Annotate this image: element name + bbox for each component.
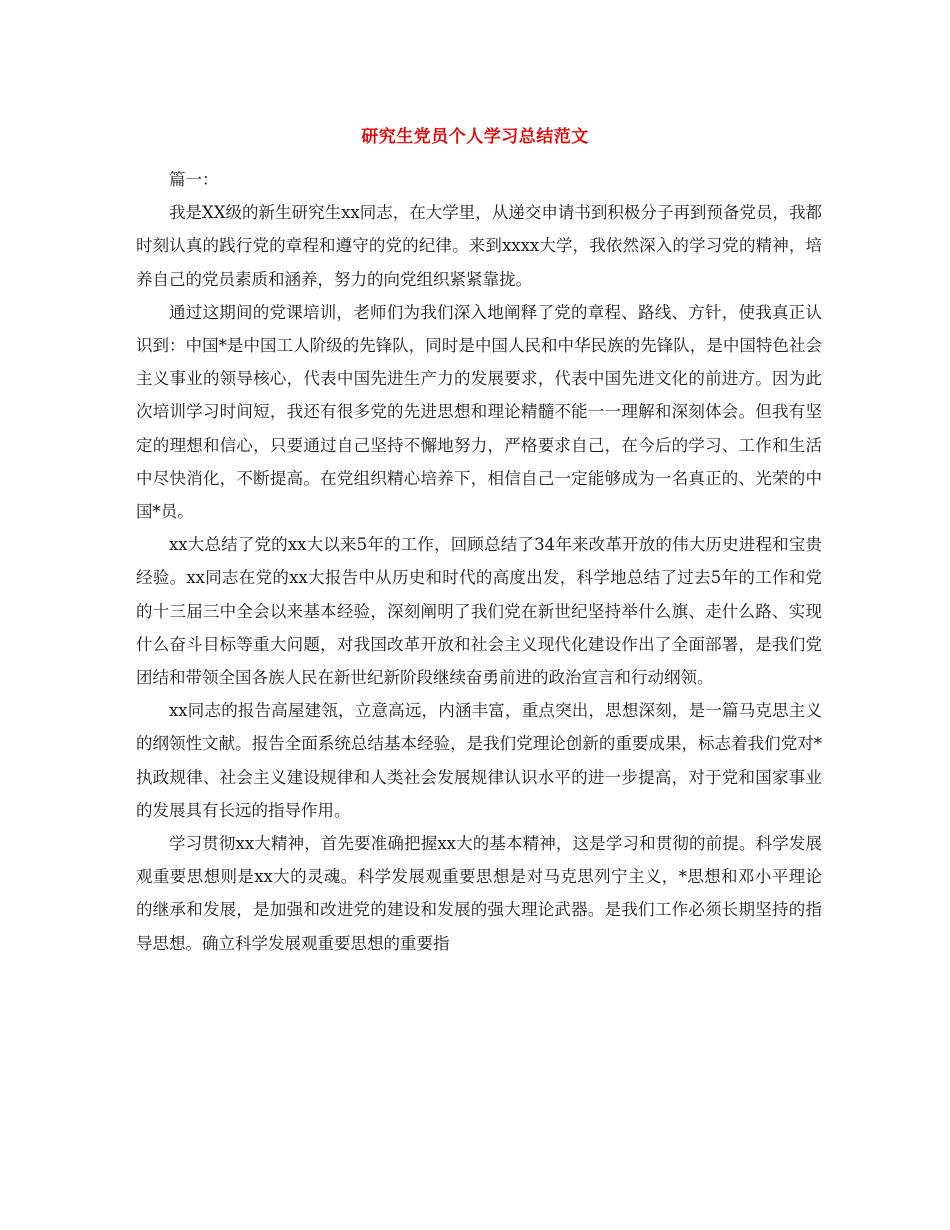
paragraph-heading: 篇一：	[169, 170, 219, 189]
document-body	[136, 163, 822, 960]
paragraph: xx同志的报告高屋建瓴，立意高远，内涵丰富，重点突出，思想深刻，是一篇马克思主义的纲领性文献。报告全面系统总结基本经验，是我们党理论创新的重要成果，标志着我们党对*执政规律、社会主义建设规律和人类社会发展规律认识水平的进一步提高，对于党和国家事业的发展具有长远的指导作用。	[136, 701, 822, 820]
document-title: 研究生党员个人学习总结范文	[361, 127, 589, 147]
paragraph: xx大总结了党的xx大以来5年的工作，回顾总结了34年来改革开放的伟大历史进程和宝贵经验。xx同志在党的xx大报告中从历史和时代的高度出发，科学地总结了过去5年的工作和党的十三届三中全会以来基本经验，深刻阐明了我们党在新世纪坚持举什么旗、走什么路、实现什么奋斗目标等重大问题，对我国改革开放和社会主义现代化建设作出了全面部署，是我们党团结和带领全国各族人民在新世纪新阶段继续奋勇前进的政治宣言和行动纲领。	[136, 535, 822, 688]
paragraph: 我是XX级的新生研究生xx同志，在大学里，从递交申请书到积极分子再到预备党员，我都时刻认真的践行党的章程和遵守的党的纪律。来到xxxx大学，我依然深入的学习党的精神，培养自己的党员素质和涵养，努力的向党组织紧紧靠拢。	[136, 203, 822, 289]
paragraph: 学习贯彻xx大精神，首先要准确把握xx大的基本精神，这是学习和贯彻的前提。科学发展观重要思想则是xx大的灵魂。科学发展观重要思想是对马克思列宁主义，*思想和邓小平理论的继承和发展，是加强和改进党的建设和发展的强大理论武器。是我们工作必须长期坚持的指导思想。确立科学发展观重要思想的重要指	[136, 834, 822, 953]
paragraph: 通过这期间的党课培训，老师们为我们深入地阐释了党的章程、路线、方针，使我真正认识到：中国*是中国工人阶级的先锋队，同时是中国人民和中华民族的先锋队，是中国特色社会主义事业的领导核心，代表中国先进生产力的发展要求，代表中国先进文化的前进方。因为此次培训学习时间短，我还有很多党的先进思想和理论精髓不能一一理解和深刻体会。但我有坚定的理想和信心，只要通过自己坚持不懈地努力，严格要求自己，在今后的学习、工作和生活中尽快消化，不断提高。在党组织精心培养下，相信自己一定能够成为一名真正的、光荣的中国*员。	[136, 302, 822, 522]
